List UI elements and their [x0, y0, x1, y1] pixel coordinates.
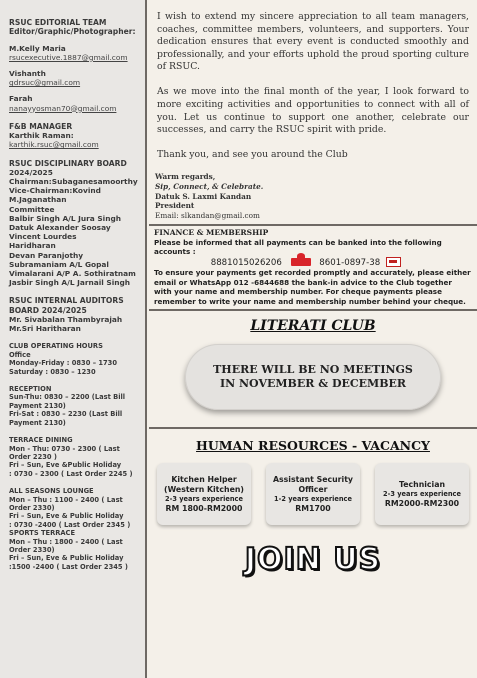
hours-line: Payment 2130) [9, 418, 66, 427]
sports-heading: SPORTS TERRACE [9, 529, 76, 538]
terrace-heading: TERRACE DINING [9, 436, 73, 445]
job-experience: 1-2 years experience [274, 494, 352, 503]
board-member: Chairman:Subaganesamoorthy [9, 177, 138, 187]
disciplinary-heading: RSUC DISCIPLINARY BOARD [9, 158, 127, 168]
job-title: Kitchen Helper [171, 475, 237, 485]
hours-line: Payment 2130) [9, 401, 66, 410]
board-member: Datuk Alexander Soosay [9, 223, 111, 233]
literati-title: LITERATI CLUB [250, 318, 376, 335]
board-member: Vincent Lourdes [9, 232, 77, 242]
editor-name: M.Kelly Maria [9, 43, 66, 53]
editorial-heading: RSUC EDITORIAL TEAM [9, 18, 107, 27]
auditor: Mr.Sri Haritharan [9, 324, 81, 334]
hours-line: : 0730 - 2300 ( Last Order 2245 ) [9, 469, 133, 478]
job-salary: RM1700 [295, 503, 331, 513]
hours-line: Mon - Thu: 0730 - 2300 ( Last [9, 444, 120, 453]
main-column [149, 0, 477, 678]
letter-paragraph: As we move into the final month of the year, I look forward to more exciting activities and opportunities to connect with all of you. Let us continue to support one another, celebrate our successes, and carry the RSUC spirit with pride. [157, 86, 469, 136]
editor-name: Farah [9, 94, 33, 104]
hours-line: :1500 -2400 ( Last Order 2345 ) [9, 562, 128, 571]
board-member: Balbir Singh A/L Jura Singh [9, 213, 122, 223]
board-member: Committee [9, 204, 55, 214]
hours-line: Mon – Thu : 1100 - 2400 ( Last [9, 495, 123, 504]
fb-heading: F&B MANAGER [9, 121, 73, 131]
reception-hours [9, 385, 139, 427]
literati-club [149, 318, 477, 410]
account-number-2: 8601-0897-38 [319, 257, 381, 268]
finance-membership [149, 226, 477, 309]
internal-auditors [9, 296, 139, 333]
hr-title: HUMAN RESOURCES - VACANCY [196, 438, 430, 454]
fb-manager [9, 122, 139, 150]
signoff [149, 172, 477, 220]
president-letter [149, 0, 477, 162]
hours-line: Fri – Sun, Eve &Public Holiday [9, 461, 122, 470]
job-salary: RM2000-RM2300 [384, 498, 460, 508]
president-name: Datuk S. Laxmi Kandan [155, 191, 252, 201]
job-experience: 2-3 years experience [383, 489, 461, 498]
literati-notice: THERE WILL BE NO MEETINGS IN NOVEMBER & DECEMBER [185, 344, 441, 410]
job-card-kitchen-helper[interactable] [157, 463, 251, 525]
reception-heading: RECEPTION [9, 385, 52, 394]
editor-email-link[interactable]: rsucexecutive.1887@gmail.com [9, 52, 128, 62]
terrace-dining-hours [9, 436, 139, 478]
hours-line: Order 2230 ) [9, 452, 57, 461]
hours-line: Office [9, 350, 31, 359]
join-us-banner[interactable]: JOIN US [244, 542, 382, 578]
job-experience: 2-3 years experience [165, 494, 243, 503]
auditors-subheading: BOARD 2024/2025 [9, 305, 87, 315]
letter-paragraph: I wish to extend my sincere appreciation to all team managers, coaches, committee members, volunteers, and supporters. Your dedication ensures that every event is conducted smoothly and professionally, and your efforts uphold the proud sporting culture of RSUC. [157, 11, 469, 73]
finance-body: To ensure your payments get recorded promptly and accurately, please either email or WhatsApp 012 -6844688 the bank-in advice to the Club together with your name and membership number. For cheque payments please remember to write your name and membership number behind your cheque. [154, 268, 471, 306]
sidebar [0, 0, 147, 678]
finance-intro: Please be informed that all payments can be banked into the following accounts : [154, 237, 442, 257]
hours-line: Order 2330) [9, 545, 55, 554]
fb-email-link[interactable]: karthik.rsuc@gmail.com [9, 140, 99, 150]
job-salary: RM 1800-RM2000 [165, 503, 243, 513]
job-title-sub: Officer [298, 484, 328, 494]
board-member: M.Jaganathan [9, 195, 67, 205]
job-title: Technician [398, 480, 446, 490]
regards: Warm regards, [155, 172, 216, 182]
editor-email-link[interactable]: nanayyosman70@gmail.com [9, 103, 117, 113]
auditors-heading: RSUC INTERNAL AUDITORS [9, 296, 124, 306]
board-member: Haridharan [9, 241, 56, 251]
board-member: Subramaniam A/L Gopal [9, 259, 109, 269]
board-member: Vimalarani A/P A. Sothiratnam [9, 269, 136, 279]
job-title-sub: (Western Kitchen) [164, 484, 244, 494]
cimb-logo-icon [386, 257, 401, 267]
auditor: Mr. Sivabalan Thambyrajah [9, 315, 123, 325]
hours-line: Fri – Sun, Eve & Public Holiday [9, 512, 124, 521]
hours-line: Order 2330) [9, 503, 55, 512]
hours-line: Mon – Thu : 1800 - 2400 ( Last [9, 537, 123, 546]
board-member: Devan Paranjothy [9, 250, 84, 260]
finance-heading: FINANCE & MEMBERSHIP [154, 228, 269, 238]
job-card-security-officer[interactable] [266, 463, 360, 525]
hours-line: Saturday : 0830 – 1230 [9, 367, 96, 376]
lounge-heading: ALL SEASONS LOUNGE [9, 487, 94, 496]
president-title: President [155, 201, 195, 211]
hours-line: Fri-Sat : 0830 – 2230 (Last Bill [9, 410, 123, 419]
divider [149, 427, 477, 429]
fb-name: Karthik Raman: [9, 131, 74, 141]
lounge-hours [9, 487, 139, 529]
job-title: Assistant Security [272, 475, 353, 485]
editorial-team [9, 18, 139, 113]
disciplinary-year: 2024/2025 [9, 167, 53, 177]
account-number-1: 8881015026206 [210, 257, 282, 268]
hours-heading: CLUB OPERATING HOURS [9, 342, 103, 351]
job-list [149, 463, 477, 525]
operating-hours [9, 342, 139, 376]
editorial-subheading: Editor/Graphic/Photographer: [9, 27, 136, 37]
hours-line: Fri – Sun, Eve & Public Holiday [9, 554, 124, 563]
motto: Sip, Connect, & Celebrate. [155, 182, 264, 192]
sports-terrace-hours [9, 529, 139, 571]
board-member: Vice-Chairman:Kovind [9, 186, 101, 196]
hours-line: Monday-Friday : 0830 – 1730 [9, 359, 117, 368]
hours-line: : 0730 -2400 ( Last Order 2345 ) [9, 520, 131, 529]
hr-vacancy [149, 438, 477, 577]
board-member: Jasbir Singh A/L Jarnail Singh [9, 278, 131, 288]
hours-line: Sun-Thu: 0830 – 2200 (Last Bill [9, 393, 126, 402]
disciplinary-board [9, 159, 139, 288]
ambank-logo-icon [291, 258, 311, 266]
editor-name: Vishanth [9, 69, 46, 78]
account-numbers [154, 257, 472, 269]
divider [149, 309, 477, 311]
letter-paragraph: Thank you, and see you around the Club [157, 149, 348, 161]
editor-email-link[interactable]: gdrsuc@gmail.com [9, 78, 81, 88]
president-email[interactable]: Email: slkandan@gmail.com [155, 210, 260, 220]
job-card-technician[interactable] [375, 463, 469, 525]
